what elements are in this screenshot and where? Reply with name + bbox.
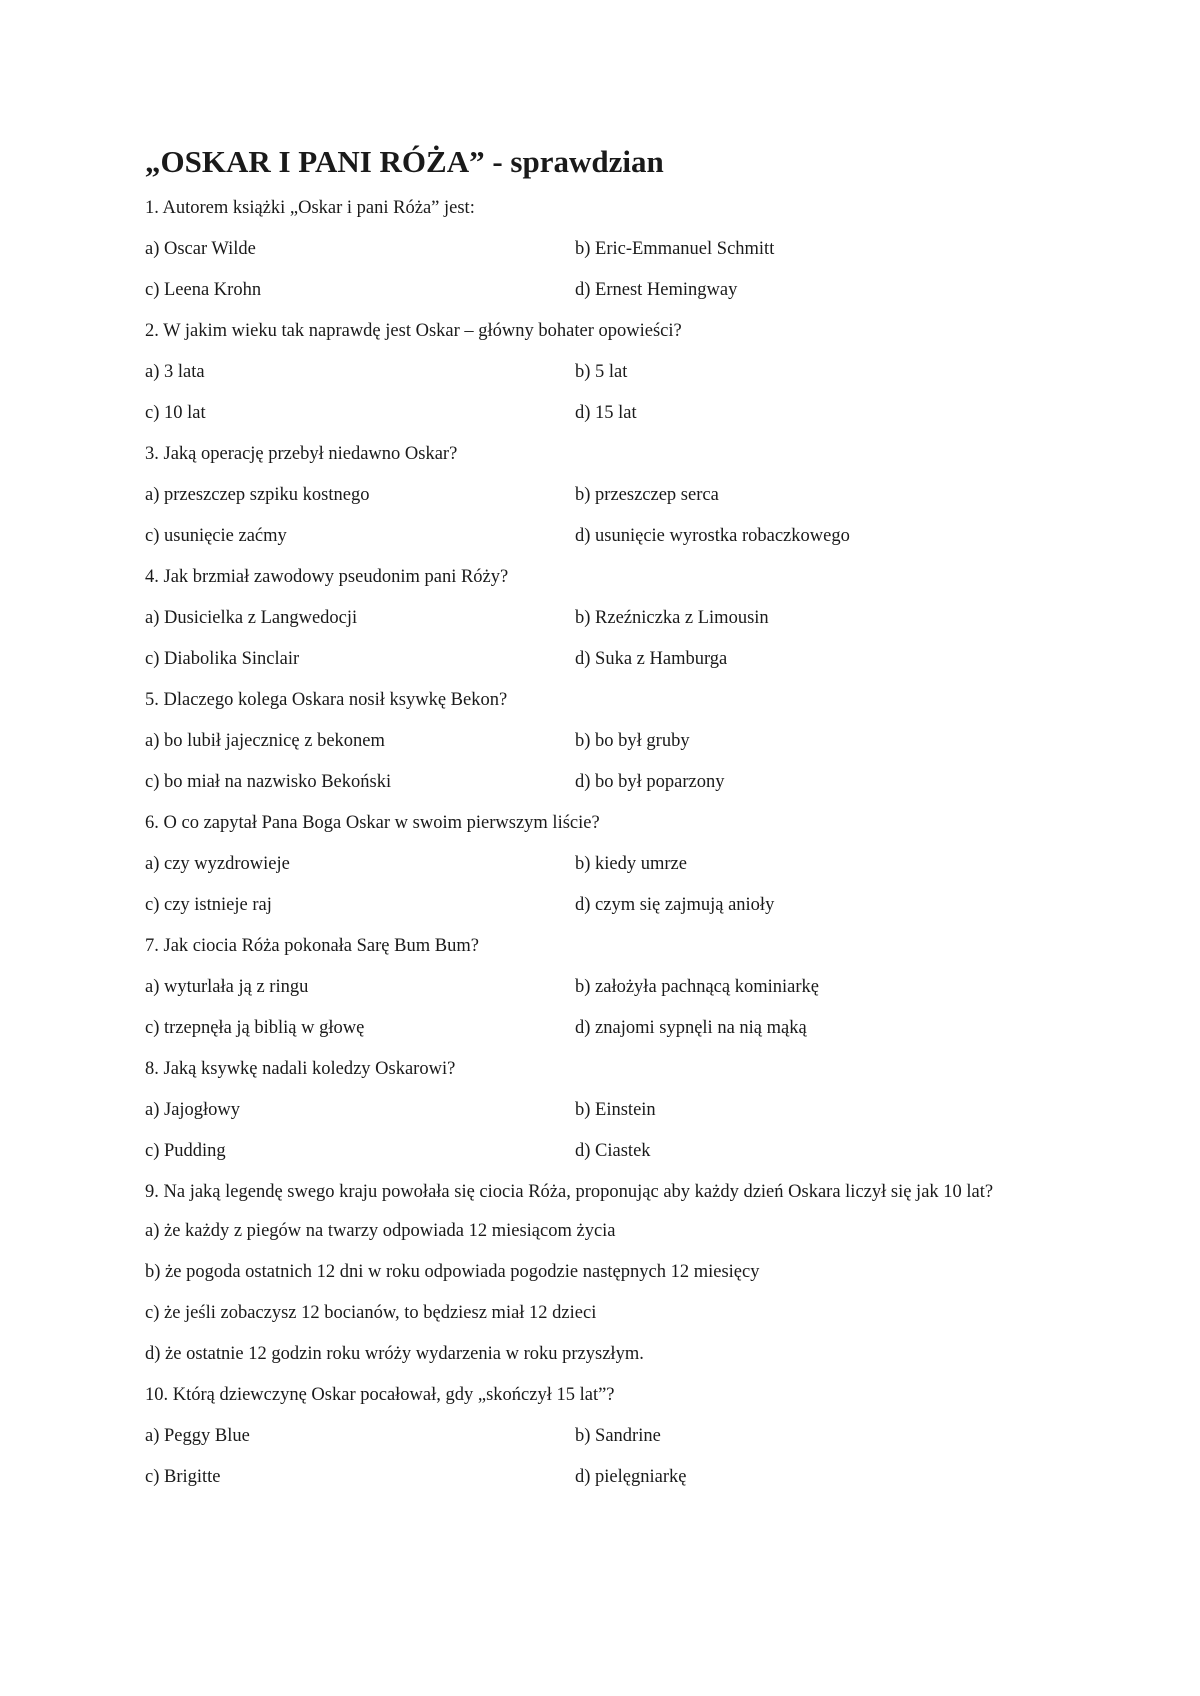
answer-option-a[interactable]: a) wyturlała ją z ringu	[145, 977, 309, 997]
answer-option-d[interactable]: d) usunięcie wyrostka robaczkowego	[575, 526, 850, 546]
question-text: 7. Jak ciocia Róża pokonała Sarę Bum Bum?	[145, 936, 479, 956]
answer-option-d[interactable]: d) że ostatnie 12 godzin roku wróży wydarzenia w roku przyszłym.	[145, 1344, 644, 1364]
answer-option-c[interactable]: c) 10 lat	[145, 403, 206, 423]
answer-option-d[interactable]: d) bo był poparzony	[575, 772, 725, 792]
answer-option-c[interactable]: c) bo miał na nazwisko Bekoński	[145, 772, 392, 792]
answer-option-b[interactable]: b) bo był gruby	[575, 731, 690, 751]
answer-option-c[interactable]: c) trzepnęła ją biblią w głowę	[145, 1018, 365, 1038]
answer-options	[145, 851, 1065, 918]
answer-option-a[interactable]: a) czy wyzdrowieje	[145, 854, 290, 874]
question-text: 2. W jakim wieku tak naprawdę jest Oskar – główny bohater opowieści?	[145, 321, 682, 341]
answer-options	[145, 482, 1065, 549]
question-text: 8. Jaką ksywkę nadali koledzy Oskarowi?	[145, 1059, 456, 1079]
answer-options	[145, 236, 1065, 303]
answer-option-b[interactable]: b) Rzeźniczka z Limousin	[575, 608, 769, 628]
question-text: 6. O co zapytał Pana Boga Oskar w swoim pierwszym liście?	[145, 813, 600, 833]
question-7	[145, 933, 1065, 1041]
answer-option-b[interactable]: b) że pogoda ostatnich 12 dni w roku odpowiada pogodzie następnych 12 miesięcy	[145, 1262, 760, 1282]
question-2	[145, 318, 1065, 426]
question-8	[145, 1056, 1065, 1164]
question-text: 4. Jak brzmiał zawodowy pseudonim pani Róży?	[145, 567, 509, 587]
answer-options	[145, 1423, 1065, 1490]
answer-option-a[interactable]: a) Oscar Wilde	[145, 239, 256, 259]
answer-option-d[interactable]: d) znajomi sypnęli na nią mąką	[575, 1018, 807, 1038]
page-title: „OSKAR I PANI RÓŻA” - sprawdzian	[145, 144, 664, 179]
question-text: 10. Którą dziewczynę Oskar pocałował, gdy „skończył 15 lat”?	[145, 1385, 615, 1405]
question-3	[145, 441, 1065, 549]
question-1	[145, 195, 1065, 303]
answer-options	[145, 1218, 1065, 1367]
question-list	[145, 195, 1065, 1505]
answer-option-b[interactable]: b) Einstein	[575, 1100, 656, 1120]
answer-option-b[interactable]: b) przeszczep serca	[575, 485, 719, 505]
question-text: 3. Jaką operację przebył niedawno Oskar?	[145, 444, 458, 464]
question-text: 5. Dlaczego kolega Oskara nosił ksywkę Bekon?	[145, 690, 508, 710]
answer-option-d[interactable]: d) Ciastek	[575, 1141, 651, 1161]
answer-option-b[interactable]: b) Eric-Emmanuel Schmitt	[575, 239, 775, 259]
answer-option-a[interactable]: a) 3 lata	[145, 362, 205, 382]
answer-options	[145, 605, 1065, 672]
answer-option-c[interactable]: c) usunięcie zaćmy	[145, 526, 287, 546]
answer-option-c[interactable]: c) że jeśli zobaczysz 12 bocianów, to będziesz miał 12 dzieci	[145, 1303, 597, 1323]
answer-options	[145, 359, 1065, 426]
answer-option-c[interactable]: c) Brigitte	[145, 1467, 221, 1487]
question-text: 1. Autorem książki „Oskar i pani Róża” jest:	[145, 198, 475, 218]
answer-option-a[interactable]: a) przeszczep szpiku kostnego	[145, 485, 370, 505]
answer-option-c[interactable]: c) czy istnieje raj	[145, 895, 272, 915]
answer-option-a[interactable]: a) Dusicielka z Langwedocji	[145, 608, 358, 628]
answer-option-d[interactable]: d) czym się zajmują anioły	[575, 895, 775, 915]
answer-options	[145, 728, 1065, 795]
question-9	[145, 1179, 1065, 1367]
answer-option-b[interactable]: b) kiedy umrze	[575, 854, 687, 874]
answer-option-a[interactable]: a) Peggy Blue	[145, 1426, 250, 1446]
answer-option-c[interactable]: c) Leena Krohn	[145, 280, 262, 300]
question-text: 9. Na jaką legendę swego kraju powołała się ciocia Róża, proponując aby każdy dzień Oskara liczył się jak 10 lat?	[145, 1182, 994, 1202]
question-10	[145, 1382, 1065, 1490]
answer-option-a[interactable]: a) że każdy z piegów na twarzy odpowiada 12 miesiącom życia	[145, 1221, 616, 1241]
answer-options	[145, 974, 1065, 1041]
answer-option-d[interactable]: d) pielęgniarkę	[575, 1467, 687, 1487]
question-4	[145, 564, 1065, 672]
question-5	[145, 687, 1065, 795]
answer-option-c[interactable]: c) Pudding	[145, 1141, 226, 1161]
answer-options	[145, 1097, 1065, 1164]
answer-option-b[interactable]: b) 5 lat	[575, 362, 628, 382]
answer-option-a[interactable]: a) Jajogłowy	[145, 1100, 241, 1120]
answer-option-b[interactable]: b) Sandrine	[575, 1426, 661, 1446]
answer-option-d[interactable]: d) 15 lat	[575, 403, 637, 423]
answer-option-d[interactable]: d) Ernest Hemingway	[575, 280, 738, 300]
answer-option-a[interactable]: a) bo lubił jajecznicę z bekonem	[145, 731, 385, 751]
answer-option-d[interactable]: d) Suka z Hamburga	[575, 649, 728, 669]
answer-option-c[interactable]: c) Diabolika Sinclair	[145, 649, 300, 669]
question-6	[145, 810, 1065, 918]
answer-option-b[interactable]: b) założyła pachnącą kominiarkę	[575, 977, 819, 997]
